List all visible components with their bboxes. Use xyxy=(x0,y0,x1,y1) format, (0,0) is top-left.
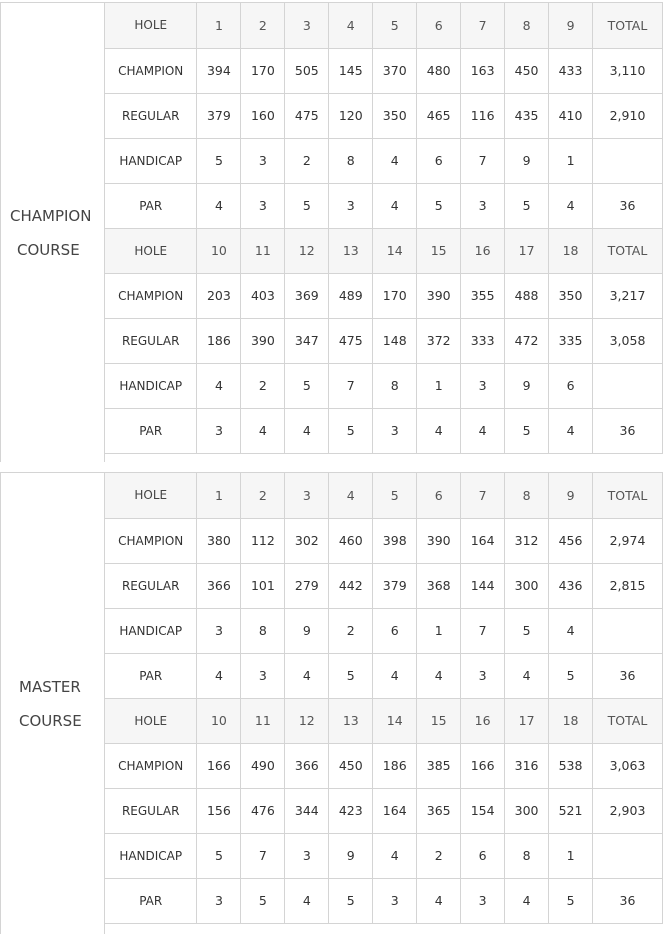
table-cell: 3 xyxy=(373,878,417,923)
hole-number: 2 xyxy=(241,3,285,48)
row-label: HANDICAP xyxy=(105,363,197,408)
row-label: CHAMPION xyxy=(105,273,197,318)
table-cell: 333 xyxy=(461,318,505,363)
table-cell: 372 xyxy=(417,318,461,363)
hole-number: 5 xyxy=(373,3,417,48)
table-cell: 4 xyxy=(241,408,285,453)
table-cell: 7 xyxy=(241,833,285,878)
table-row xyxy=(105,408,663,453)
table-cell: 164 xyxy=(461,518,505,563)
table-cell: 4 xyxy=(373,653,417,698)
total-cell xyxy=(593,608,663,653)
table-cell: 164 xyxy=(373,788,417,833)
table-cell: 1 xyxy=(417,608,461,653)
table-cell: 148 xyxy=(373,318,417,363)
table-cell: 120 xyxy=(329,93,373,138)
table-cell: 186 xyxy=(197,318,241,363)
table-cell: 350 xyxy=(373,93,417,138)
row-label: HOLE xyxy=(105,698,197,743)
table-cell: 4 xyxy=(197,653,241,698)
table-cell: 4 xyxy=(197,363,241,408)
row-label: PAR xyxy=(105,408,197,453)
table-cell: 475 xyxy=(329,318,373,363)
hole-number: 3 xyxy=(285,3,329,48)
row-label: PAR xyxy=(105,878,197,923)
table-cell: 450 xyxy=(505,48,549,93)
table-cell: 144 xyxy=(461,563,505,608)
hole-number: 12 xyxy=(285,698,329,743)
hole-number: 7 xyxy=(461,473,505,518)
table-cell: 112 xyxy=(241,518,285,563)
table-cell: 5 xyxy=(197,138,241,183)
row-label: PAR xyxy=(105,183,197,228)
row-label: HANDICAP xyxy=(105,608,197,653)
table-cell: 370 xyxy=(373,48,417,93)
course-name-line: COURSE xyxy=(19,711,82,730)
table-cell: 350 xyxy=(549,273,593,318)
table-cell: 154 xyxy=(461,788,505,833)
table-cell: 1 xyxy=(549,833,593,878)
table-cell: 5 xyxy=(505,608,549,653)
table-cell: 390 xyxy=(241,318,285,363)
total-header: TOTAL xyxy=(593,473,663,518)
table-cell: 5 xyxy=(285,183,329,228)
table-cell: 8 xyxy=(329,138,373,183)
total-header: TOTAL xyxy=(593,3,663,48)
table-cell: 4 xyxy=(505,878,549,923)
table-cell: 3 xyxy=(197,608,241,653)
hole-number: 8 xyxy=(505,473,549,518)
table-cell: 160 xyxy=(241,93,285,138)
table-cell: 489 xyxy=(329,273,373,318)
table-cell: 9 xyxy=(505,363,549,408)
hole-number: 6 xyxy=(417,473,461,518)
total-cell: 2,815 xyxy=(593,563,663,608)
hole-number: 7 xyxy=(461,3,505,48)
course-name-line: COURSE xyxy=(17,240,80,259)
hole-header-row xyxy=(105,228,663,273)
hole-number: 8 xyxy=(505,3,549,48)
table-cell: 410 xyxy=(549,93,593,138)
table-cell: 3 xyxy=(461,183,505,228)
hole-number: 16 xyxy=(461,698,505,743)
table-cell: 4 xyxy=(417,653,461,698)
table-cell: 170 xyxy=(241,48,285,93)
row-label: REGULAR xyxy=(105,788,197,833)
table-cell: 312 xyxy=(505,518,549,563)
table-cell: 4 xyxy=(373,833,417,878)
hole-number: 10 xyxy=(197,698,241,743)
table-cell: 521 xyxy=(549,788,593,833)
hole-number: 14 xyxy=(373,228,417,273)
table-row xyxy=(105,743,663,788)
table-cell: 4 xyxy=(285,653,329,698)
table-cell: 170 xyxy=(373,273,417,318)
table-cell: 476 xyxy=(241,788,285,833)
row-label: HOLE xyxy=(105,228,197,273)
hole-number: 6 xyxy=(417,3,461,48)
table-row xyxy=(105,93,663,138)
total-cell xyxy=(593,363,663,408)
table-cell: 300 xyxy=(505,788,549,833)
row-label: HOLE xyxy=(105,473,197,518)
table-cell: 505 xyxy=(285,48,329,93)
table-cell: 4 xyxy=(285,878,329,923)
total-header: TOTAL xyxy=(593,698,663,743)
table-cell: 390 xyxy=(417,273,461,318)
row-label: REGULAR xyxy=(105,318,197,363)
table-cell: 3 xyxy=(461,363,505,408)
table-cell: 5 xyxy=(197,833,241,878)
table-row xyxy=(105,48,663,93)
table-cell: 5 xyxy=(505,408,549,453)
hole-number: 16 xyxy=(461,228,505,273)
master-course-section xyxy=(0,472,663,934)
total-cell: 36 xyxy=(593,878,663,923)
table-cell: 335 xyxy=(549,318,593,363)
table-cell: 3 xyxy=(285,833,329,878)
hole-number: 17 xyxy=(505,698,549,743)
total-cell: 36 xyxy=(593,408,663,453)
table-cell: 3 xyxy=(461,653,505,698)
table-cell: 390 xyxy=(417,518,461,563)
table-cell: 4 xyxy=(461,408,505,453)
table-cell: 4 xyxy=(549,408,593,453)
hole-number: 18 xyxy=(549,698,593,743)
table-cell: 475 xyxy=(285,93,329,138)
row-label: REGULAR xyxy=(105,563,197,608)
hole-number: 2 xyxy=(241,473,285,518)
table-cell: 480 xyxy=(417,48,461,93)
table-cell: 166 xyxy=(197,743,241,788)
hole-number: 9 xyxy=(549,473,593,518)
table-cell: 156 xyxy=(197,788,241,833)
table-cell: 490 xyxy=(241,743,285,788)
table-cell: 5 xyxy=(329,653,373,698)
table-cell: 2 xyxy=(417,833,461,878)
table-cell: 460 xyxy=(329,518,373,563)
hole-number: 18 xyxy=(549,228,593,273)
table-cell: 5 xyxy=(285,363,329,408)
table-cell: 4 xyxy=(549,183,593,228)
hole-number: 11 xyxy=(241,228,285,273)
table-cell: 9 xyxy=(285,608,329,653)
table-cell: 5 xyxy=(505,183,549,228)
hole-number: 17 xyxy=(505,228,549,273)
table-cell: 347 xyxy=(285,318,329,363)
champion-course-section xyxy=(0,2,663,462)
table-cell: 436 xyxy=(549,563,593,608)
hole-number: 9 xyxy=(549,3,593,48)
total-cell: 2,910 xyxy=(593,93,663,138)
table-cell: 1 xyxy=(549,138,593,183)
table-cell: 2 xyxy=(285,138,329,183)
row-label: CHAMPION xyxy=(105,743,197,788)
table-cell: 4 xyxy=(549,608,593,653)
table-cell: 379 xyxy=(373,563,417,608)
table-cell: 6 xyxy=(461,833,505,878)
table-cell: 369 xyxy=(285,273,329,318)
table-cell: 366 xyxy=(285,743,329,788)
hole-number: 3 xyxy=(285,473,329,518)
table-cell: 435 xyxy=(505,93,549,138)
table-cell: 6 xyxy=(549,363,593,408)
table-cell: 163 xyxy=(461,48,505,93)
hole-number: 14 xyxy=(373,698,417,743)
table-cell: 316 xyxy=(505,743,549,788)
total-cell: 2,974 xyxy=(593,518,663,563)
table-cell: 3 xyxy=(197,408,241,453)
course-name xyxy=(0,473,105,934)
course-name xyxy=(0,3,105,462)
table-cell: 7 xyxy=(461,608,505,653)
table-cell: 403 xyxy=(241,273,285,318)
total-header: TOTAL xyxy=(593,228,663,273)
scorecard-table xyxy=(105,473,663,924)
table-cell: 5 xyxy=(329,408,373,453)
table-cell: 7 xyxy=(329,363,373,408)
hole-header-row xyxy=(105,698,663,743)
total-cell: 3,063 xyxy=(593,743,663,788)
total-cell xyxy=(593,833,663,878)
table-cell: 9 xyxy=(329,833,373,878)
table-cell: 433 xyxy=(549,48,593,93)
table-cell: 2 xyxy=(241,363,285,408)
hole-number: 4 xyxy=(329,3,373,48)
table-cell: 380 xyxy=(197,518,241,563)
table-cell: 465 xyxy=(417,93,461,138)
table-cell: 302 xyxy=(285,518,329,563)
total-cell: 2,903 xyxy=(593,788,663,833)
table-cell: 7 xyxy=(461,138,505,183)
table-cell: 398 xyxy=(373,518,417,563)
row-label: HANDICAP xyxy=(105,138,197,183)
table-cell: 3 xyxy=(241,183,285,228)
table-cell: 368 xyxy=(417,563,461,608)
table-row xyxy=(105,273,663,318)
hole-number: 13 xyxy=(329,698,373,743)
table-cell: 5 xyxy=(417,183,461,228)
table-cell: 300 xyxy=(505,563,549,608)
table-cell: 442 xyxy=(329,563,373,608)
row-label: HANDICAP xyxy=(105,833,197,878)
hole-number: 13 xyxy=(329,228,373,273)
table-cell: 186 xyxy=(373,743,417,788)
table-row xyxy=(105,518,663,563)
table-row xyxy=(105,788,663,833)
table-row xyxy=(105,833,663,878)
course-name-line: MASTER xyxy=(19,677,81,696)
hole-number: 15 xyxy=(417,698,461,743)
table-cell: 4 xyxy=(417,408,461,453)
hole-number: 10 xyxy=(197,228,241,273)
hole-number: 4 xyxy=(329,473,373,518)
table-cell: 5 xyxy=(549,878,593,923)
table-cell: 450 xyxy=(329,743,373,788)
table-row xyxy=(105,653,663,698)
table-row xyxy=(105,878,663,923)
row-label: HOLE xyxy=(105,3,197,48)
hole-number: 15 xyxy=(417,228,461,273)
scorecard-table xyxy=(105,3,663,454)
hole-number: 1 xyxy=(197,473,241,518)
table-cell: 145 xyxy=(329,48,373,93)
table-cell: 365 xyxy=(417,788,461,833)
table-cell: 279 xyxy=(285,563,329,608)
table-cell: 456 xyxy=(549,518,593,563)
table-row xyxy=(105,563,663,608)
total-cell xyxy=(593,138,663,183)
table-row xyxy=(105,363,663,408)
table-cell: 1 xyxy=(417,363,461,408)
total-cell: 3,058 xyxy=(593,318,663,363)
table-cell: 4 xyxy=(197,183,241,228)
row-label: REGULAR xyxy=(105,93,197,138)
table-row xyxy=(105,318,663,363)
table-cell: 385 xyxy=(417,743,461,788)
table-cell: 488 xyxy=(505,273,549,318)
total-cell: 36 xyxy=(593,653,663,698)
table-cell: 4 xyxy=(285,408,329,453)
table-row xyxy=(105,138,663,183)
table-cell: 423 xyxy=(329,788,373,833)
table-cell: 3 xyxy=(241,653,285,698)
table-cell: 5 xyxy=(241,878,285,923)
table-cell: 4 xyxy=(417,878,461,923)
table-cell: 4 xyxy=(373,138,417,183)
table-cell: 379 xyxy=(197,93,241,138)
hole-number: 1 xyxy=(197,3,241,48)
course-name-line: CHAMPION xyxy=(10,206,92,225)
table-cell: 3 xyxy=(241,138,285,183)
hole-number: 11 xyxy=(241,698,285,743)
table-cell: 3 xyxy=(329,183,373,228)
table-cell: 3 xyxy=(197,878,241,923)
table-cell: 472 xyxy=(505,318,549,363)
table-cell: 5 xyxy=(549,653,593,698)
table-cell: 394 xyxy=(197,48,241,93)
table-cell: 8 xyxy=(505,833,549,878)
table-cell: 6 xyxy=(417,138,461,183)
table-cell: 8 xyxy=(373,363,417,408)
table-row xyxy=(105,608,663,653)
table-cell: 4 xyxy=(373,183,417,228)
total-cell: 36 xyxy=(593,183,663,228)
hole-number: 5 xyxy=(373,473,417,518)
table-cell: 101 xyxy=(241,563,285,608)
table-cell: 5 xyxy=(329,878,373,923)
total-cell: 3,110 xyxy=(593,48,663,93)
hole-header-row xyxy=(105,3,663,48)
table-cell: 116 xyxy=(461,93,505,138)
table-cell: 4 xyxy=(505,653,549,698)
table-row xyxy=(105,183,663,228)
table-cell: 166 xyxy=(461,743,505,788)
row-label: PAR xyxy=(105,653,197,698)
table-cell: 203 xyxy=(197,273,241,318)
table-cell: 6 xyxy=(373,608,417,653)
hole-number: 12 xyxy=(285,228,329,273)
table-cell: 2 xyxy=(329,608,373,653)
row-label: CHAMPION xyxy=(105,518,197,563)
table-cell: 3 xyxy=(461,878,505,923)
total-cell: 3,217 xyxy=(593,273,663,318)
table-cell: 3 xyxy=(373,408,417,453)
table-cell: 9 xyxy=(505,138,549,183)
table-cell: 355 xyxy=(461,273,505,318)
table-cell: 344 xyxy=(285,788,329,833)
row-label: CHAMPION xyxy=(105,48,197,93)
table-cell: 538 xyxy=(549,743,593,788)
table-cell: 366 xyxy=(197,563,241,608)
table-cell: 8 xyxy=(241,608,285,653)
hole-header-row xyxy=(105,473,663,518)
